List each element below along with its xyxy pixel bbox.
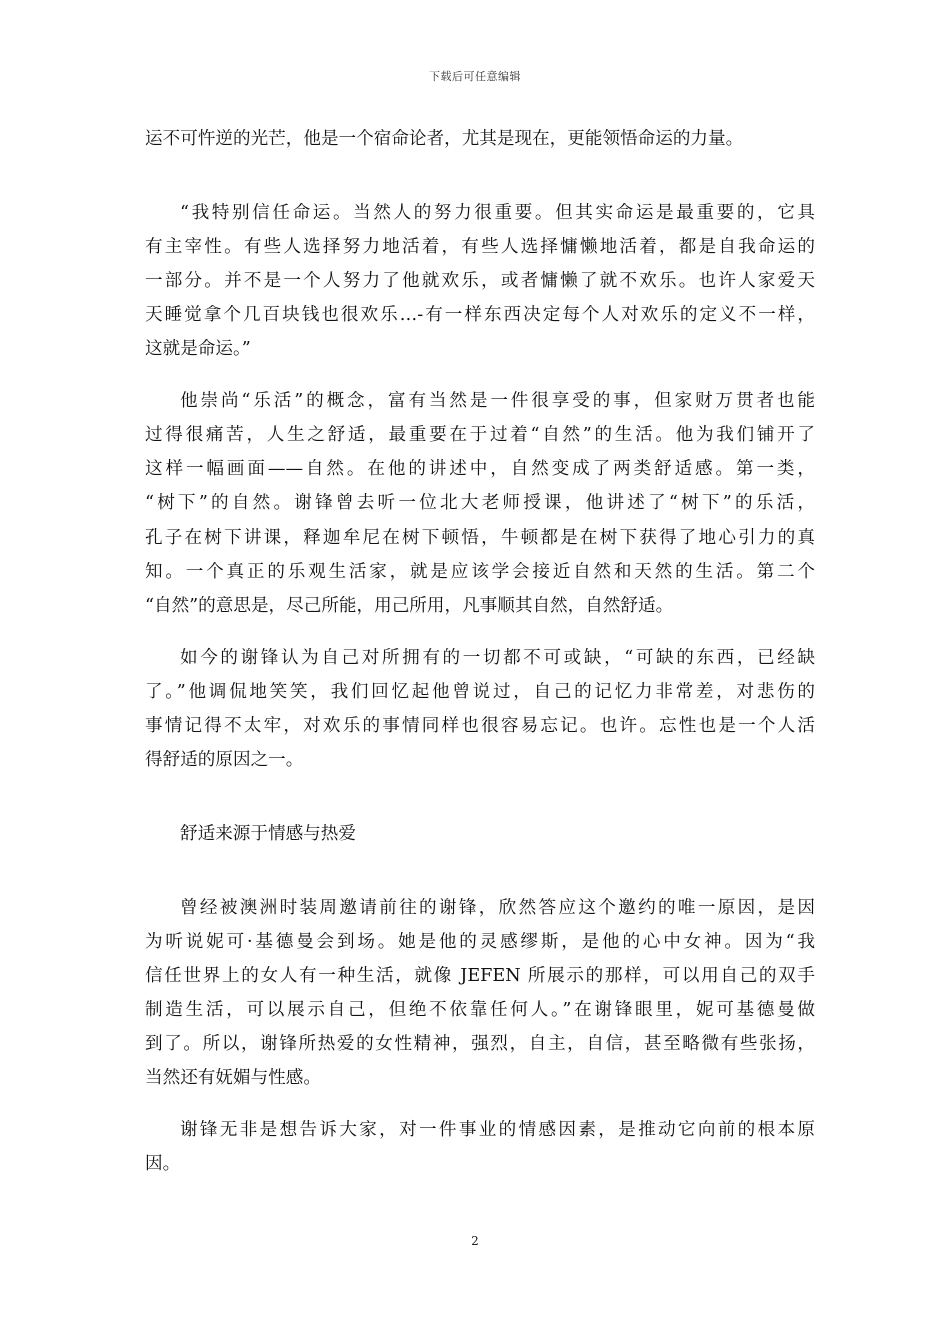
paragraph-line: 知。一个真正的乐观生活家，就是应该学会接近自然和天然的生活。第二个 bbox=[145, 562, 815, 582]
paragraph-line: 有主宰性。有些人选择努力地活着，有些人选择慵懒地活着，都是自我命运的 bbox=[145, 237, 815, 257]
paragraph-line: 曾经被澳洲时装周邀请前往的谢锋，欣然答应这个邀约的唯一原因，是因 bbox=[180, 898, 815, 918]
paragraph-line: 到了。所以，谢锋所热爱的女性精神，强烈，自主，自信，甚至略微有些张扬， bbox=[145, 1034, 815, 1054]
paragraph-line: 这就是命运。” bbox=[145, 339, 251, 359]
page-header: 下载后可任意编辑 bbox=[429, 70, 521, 83]
paragraph-line: 因。 bbox=[145, 1154, 181, 1174]
paragraph-line: “我特别信任命运。当然人的努力很重要。但其实命运是最重要的，它具 bbox=[180, 203, 815, 223]
paragraph-line: 信任世界上的女人有一种生活，就像 JEFEN 所展示的那样，可以用自己的双手 bbox=[145, 966, 815, 986]
paragraph-line: “树下”的自然。谢锋曾去听一位北大老师授课，他讲述了“树下”的乐活， bbox=[145, 493, 815, 513]
paragraph-line: 制造生活，可以展示自己，但绝不依靠任何人。”在谢锋眼里，妮可基德曼做 bbox=[145, 1000, 815, 1020]
paragraph-line: 得舒适的原因之一。 bbox=[145, 750, 304, 770]
section-heading: 舒适来源于情感与热爱 bbox=[180, 824, 356, 844]
paragraph-line: 谢锋无非是想告诉大家，对一件事业的情感因素，是推动它向前的根本原 bbox=[180, 1120, 815, 1140]
paragraph-line: “自然”的意思是，尽己所能，用己所用，凡事顺其自然，自然舒适。 bbox=[145, 596, 674, 616]
paragraph-line: 如今的谢锋认为自己对所拥有的一切都不可或缺，“可缺的东西，已经缺 bbox=[180, 648, 815, 668]
paragraph-line: 运不可忤逆的光芒，他是一个宿命论者，尤其是现在，更能领悟命运的力量。 bbox=[145, 129, 744, 149]
page-number: 2 bbox=[471, 1234, 479, 1248]
paragraph-line: 这样一幅画面——自然。在他的讲述中，自然变成了两类舒适感。第一类， bbox=[145, 459, 815, 479]
paragraph-line: 事情记得不太牢，对欢乐的事情同样也很容易忘记。也许。忘性也是一个人活 bbox=[145, 716, 815, 736]
paragraph-line: 他崇尚“乐活”的概念，富有当然是一件很享受的事，但家财万贯者也能 bbox=[180, 391, 815, 411]
paragraph-line: 为听说妮可·基德曼会到场。她是他的灵感缪斯，是他的心中女神。因为“我 bbox=[145, 932, 815, 952]
paragraph-line: 一部分。并不是一个人努力了他就欢乐，或者慵懒了就不欢乐。也许人家爱天 bbox=[145, 271, 815, 291]
paragraph-line: 了。”他调侃地笑笑，我们回忆起他曾说过，自己的记忆力非常差，对悲伤的 bbox=[145, 682, 815, 702]
paragraph-line: 当然还有妩媚与性感。 bbox=[145, 1068, 321, 1088]
paragraph-line: 天睡觉拿个几百块钱也很欢乐…-有一样东西决定每个人对欢乐的定义不一样， bbox=[145, 305, 815, 325]
paragraph-line: 孔子在树下讲课，释迦牟尼在树下顿悟，牛顿都是在树下获得了地心引力的真 bbox=[145, 528, 815, 548]
paragraph-line: 过得很痛苦，人生之舒适，最重要在于过着“自然”的生活。他为我们铺开了 bbox=[145, 425, 815, 445]
